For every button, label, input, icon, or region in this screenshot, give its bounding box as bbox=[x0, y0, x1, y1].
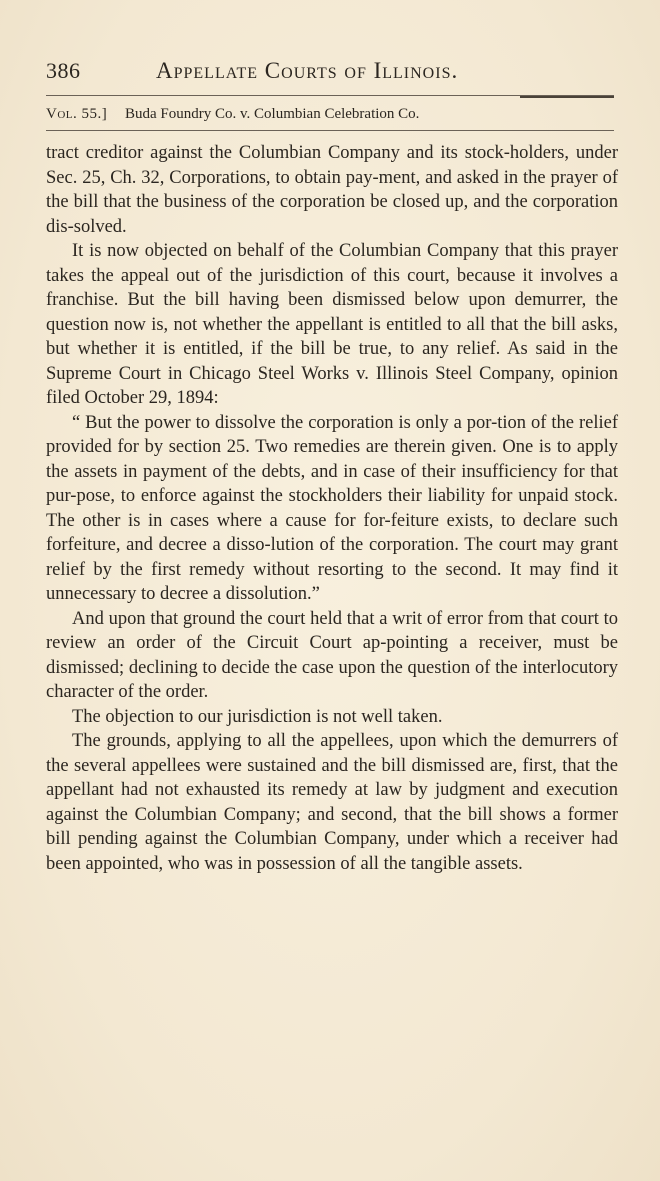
volume-label: Vol. 55.] bbox=[46, 106, 108, 122]
paragraph: The grounds, applying to all the appellees, upon which the demurrers of the several appellees were sustained and the bill dismissed are, first, that the appellant had not exhausted its remedy at law by judgment and execution against the Columbian Company; and second, that the bill shows a former bill pending against the Columbian Company, under which a receiver had been appointed, who was in possession of all the tangible assets. bbox=[46, 731, 618, 874]
paragraph: It is now objected on behalf of the Columbian Company that this prayer takes the appeal out of the jurisdiction of this court, because it involves a franchise. But the bill having been dismissed below upon demurrer, the question now is, not whether the appellant is entitled to all that the bill asks, but whether it is entitled, if the bill be true, to any relief. As said in the Supreme Court in Chicago Steel Works v. Illinois Steel Company, opinion filed October 29, 1894: bbox=[46, 241, 618, 408]
running-title: Appellate Courts of Illinois. bbox=[156, 58, 459, 83]
body-text bbox=[46, 141, 618, 876]
page-number: 386 bbox=[46, 58, 81, 83]
running-head bbox=[46, 58, 620, 88]
header-rule-accent bbox=[520, 96, 614, 98]
paragraph-continued: tract creditor against the Columbian Company and its stock-holders, under Sec. 25, Ch. 32, Corporations, to obtain pay-ment, and asked in the prayer of the bill that the business of the corporation be closed up, and the corporation dis-solved. bbox=[46, 143, 618, 237]
case-name: Buda Foundry Co. v. Columbian Celebration Co. bbox=[125, 106, 420, 122]
header-rule-bottom bbox=[46, 130, 614, 131]
quotation-paragraph: “ But the power to dissolve the corporation is only a por-tion of the relief provided for by section 25. Two remedies are therein given. One is to apply the assets in payment of the debts, and in case of their insufficiency for that pur-pose, to enforce against the stockholders their liability for unpaid stock. The other is in cases where a cause for for-feiture exists, to declare such forfeiture, and decree a disso-lution of the corporation. The court may grant relief by the first remedy without resorting to the second. It may find it unnecessary to decree a dissolution.” bbox=[46, 412, 618, 604]
paragraph: And upon that ground the court held that a writ of error from that court to review an order of the Circuit Court ap-pointing a receiver, must be dismissed; declining to decide the case upon the question of the interlocutory character of the order. bbox=[46, 608, 618, 702]
case-citation-line bbox=[46, 106, 620, 123]
paragraph: The objection to our jurisdiction is not well taken. bbox=[72, 706, 443, 727]
